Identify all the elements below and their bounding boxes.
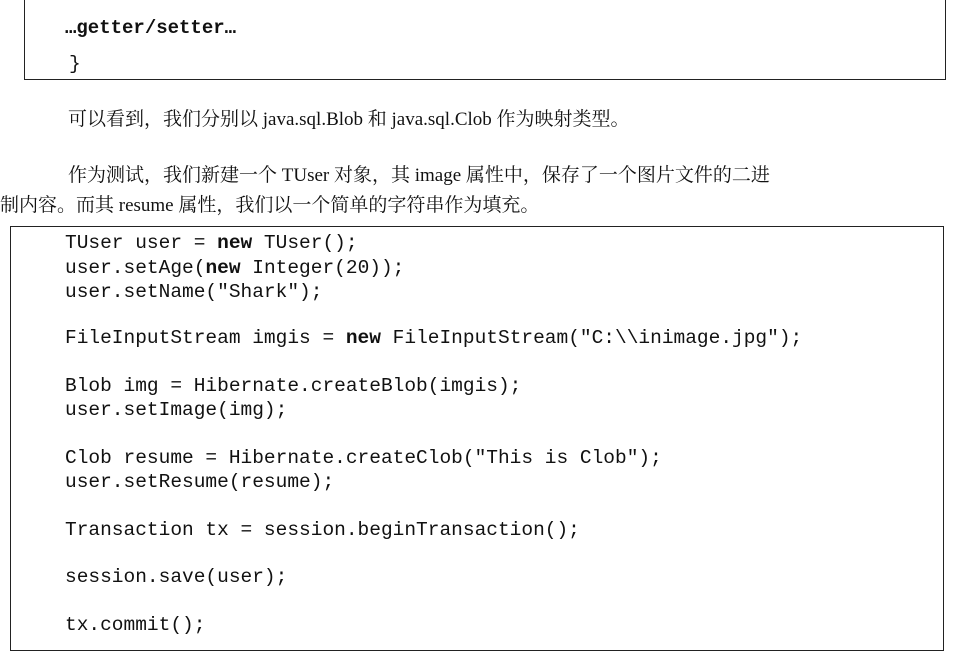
code-getter-setter: …getter/setter… xyxy=(65,17,237,39)
paragraph-test-intro-cont: 制内容。而其 resume 属性，我们以一个简单的字符串作为填充。 xyxy=(0,195,540,216)
code-line xyxy=(65,447,662,469)
code-line xyxy=(65,257,404,279)
code-line xyxy=(65,471,334,493)
code-keyword: new xyxy=(217,232,253,254)
code-text: Blob img = Hibernate.createBlob(imgis); xyxy=(65,375,522,397)
code-keyword: new xyxy=(345,327,381,349)
code-text: Integer(20)); xyxy=(240,257,405,279)
code-line xyxy=(65,232,358,254)
code-text: Transaction tx = session.beginTransaction(); xyxy=(65,519,580,541)
code-text: TUser(); xyxy=(252,232,358,254)
code-text: TUser user = xyxy=(65,232,218,254)
code-line xyxy=(65,281,322,303)
code-text: FileInputStream("C:\\inimage.jpg"); xyxy=(380,327,803,349)
code-line xyxy=(65,614,205,636)
code-line xyxy=(65,519,580,541)
paragraph-mapping-types: 可以看到，我们分别以 java.sql.Blob 和 java.sql.Clob 作为映射类型。 xyxy=(68,109,630,130)
code-snippet-main xyxy=(10,226,944,651)
code-line xyxy=(65,566,287,588)
code-snippet-top xyxy=(24,0,946,80)
code-text: FileInputStream imgis = xyxy=(65,327,346,349)
code-text: tx.commit(); xyxy=(65,614,206,636)
code-keyword: new xyxy=(205,257,241,279)
code-line xyxy=(65,399,287,421)
code-text: session.save(user); xyxy=(65,566,288,588)
code-text: user.setAge( xyxy=(65,257,206,279)
code-text: Clob resume = Hibernate.createClob("This is Clob"); xyxy=(65,447,662,469)
code-close-brace: } xyxy=(69,53,81,75)
code-text: user.setImage(img); xyxy=(65,399,288,421)
code-text: user.setResume(resume); xyxy=(65,471,335,493)
paragraph-test-intro: 作为测试，我们新建一个 TUser 对象，其 image 属性中，保存了一个图片文件的二进 xyxy=(68,165,770,186)
code-text: user.setName("Shark"); xyxy=(65,281,323,303)
code-line xyxy=(65,375,521,397)
code-line xyxy=(65,327,802,349)
